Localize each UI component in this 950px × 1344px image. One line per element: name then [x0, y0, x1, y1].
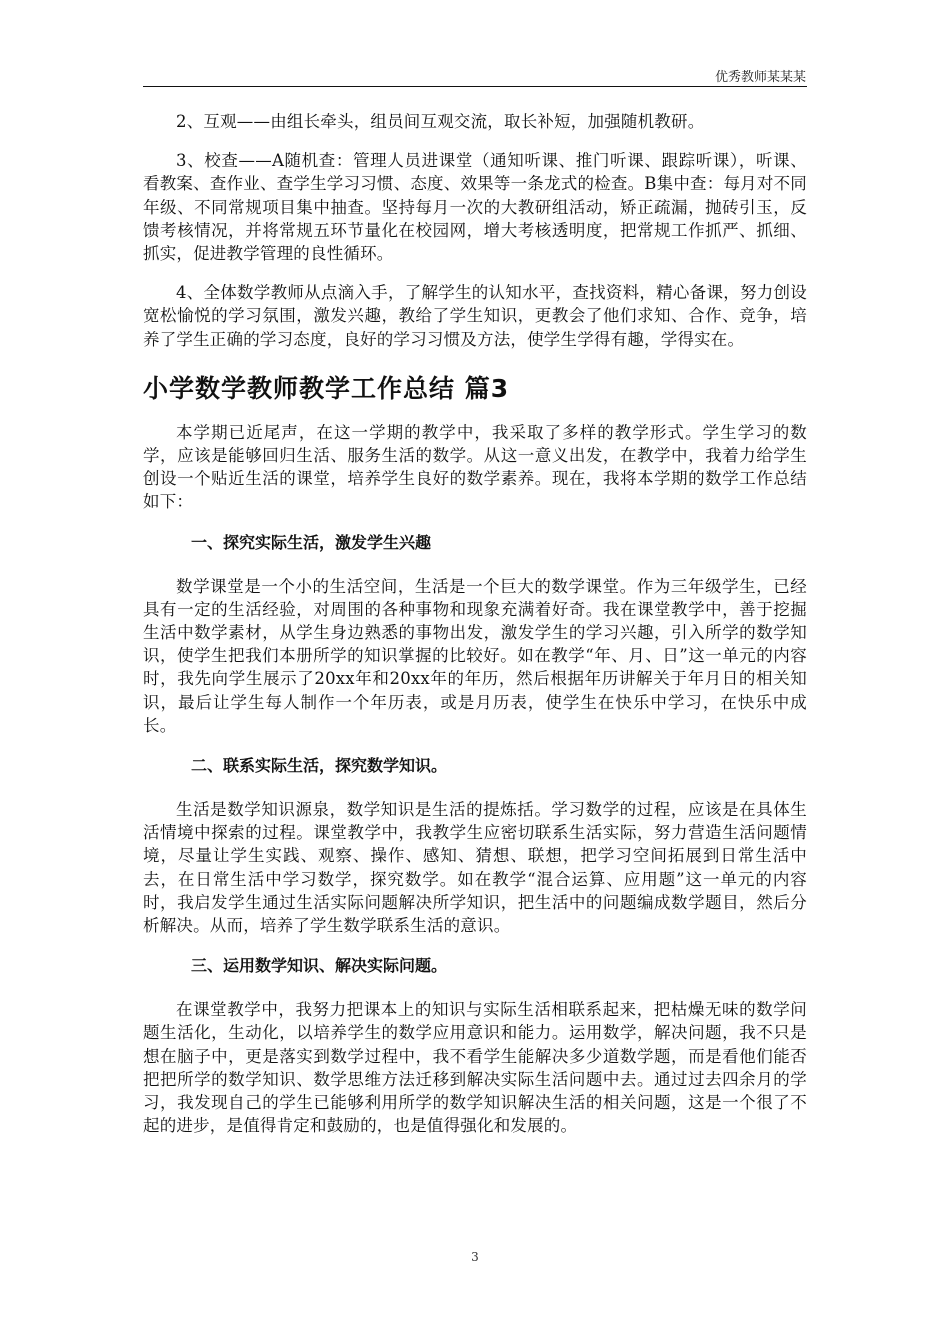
page-header-text: 优秀教师某某某 [714, 70, 806, 85]
subsection-1-body: 数学课堂是一个小的生活空间，生活是一个巨大的数学课堂。作为三年级学生，已经具有一定的生活经验，对周围的各种事物和现象充满着好奇。我在课堂教学中，善于挖掘生活中数学素材，从学生身边熟悉的事物出发，激发学生的学习兴趣，引入所学的数学知识，使学生把我们本册所学的知识掌握的比较好。如在教学“年、月、日”这一单元的内容时，我先向学生展示了20xx年和20xx年的年历，然后根据年历讲解关于年月日的相关知识，最后让学生每人制作一个年历表，或是月历表，使学生在快乐中学习，在快乐中成长。 [143, 576, 807, 735]
subsection-2-body: 生活是数学知识源泉，数学知识是生活的提炼括。学习数学的过程，应该是在具体生活情境中探索的过程。课堂教学中，我教学生应密切联系生活实际，努力营造生活问题情境，尽量让学生实践、观察、操作、感知、猜想、联想，把学习空间拓展到日常生活中去，在日常生活中学习数学，探究数学。如在教学“混合运算、应用题”这一单元的内容时，我启发学生通过生活实际问题解决所学知识，把生活中的问题编成数学题目，然后分析解决。从而，培养了学生数学联系生活的意识。 [143, 800, 807, 936]
paragraph-all-teachers: 4、全体数学教师从点滴入手，了解学生的认知水平，查找资料，精心备课，努力创设宽松愉悦的学习氛围，激发兴趣，教给了学生知识，更教会了他们求知、合作、竞争，培养了学生正确的学习态度，良好的学习习惯及方法，使学生学得有趣，学得实在。 [143, 283, 807, 349]
section-title: 小学数学教师教学工作总结 篇3 [143, 373, 510, 403]
subheading-1: 一、探究实际生活，激发学生兴趣 [191, 532, 432, 552]
paragraph-mutual-observation: 2、互观——由组长牵头，组员间互观交流，取长补短，加强随机教研。 [176, 112, 705, 131]
subheading-3: 三、运用数学知识、解决实际问题。 [191, 956, 448, 976]
intro-paragraph: 本学期已近尾声，在这一学期的教学中，我采取了多样的教学形式。学生学习的数学，应该是能够回归生活、服务生活的数学。从这一意义出发，在教学中，我着力给学生创设一个贴近生活的课堂，培养学生良好的数学素养。现在，我将本学期的数学工作总结如下： [143, 422, 807, 512]
paragraph-school-inspection: 3、校查——A随机查：管理人员进课堂（通知听课、推门听课、跟踪听课），听课、看教案、查作业、查学生学习习惯、态度、效果等一条龙式的检查。B集中查：每月对不同年级、不同常规项目集中抽查。坚持每月一次的大教研组活动，矫正疏漏，抛砖引玉，反馈考核情况，并将常规五环节量化在校园网，增大考核透明度，把常规工作抓严、抓细、抓实，促进教学管理的良性循环。 [143, 151, 807, 264]
subheading-2: 二、联系实际生活，探究数学知识。 [191, 756, 448, 776]
subsection-3-body: 在课堂教学中，我努力把课本上的知识与实际生活相联系起来，把枯燥无味的数学问题生活化，生动化，以培养学生的数学应用意识和能力。运用数学，解决问题，我不只是想在脑子中，更是落实到数学过程中，我不看学生能解决多少道数学题，而是看他们能否把把所学的数学知识、数学思维方法迁移到解决实际生活问题中去。通过过去四余月的学习，我发现自己的学生已能够利用所学的数学知识解决生活的相关问题，这是一个很了不起的进步，是值得肯定和鼓励的，也是值得强化和发展的。 [143, 1000, 807, 1136]
page-number: 3 [471, 1250, 479, 1264]
document-body [143, 110, 807, 1154]
header-divider [143, 86, 807, 87]
